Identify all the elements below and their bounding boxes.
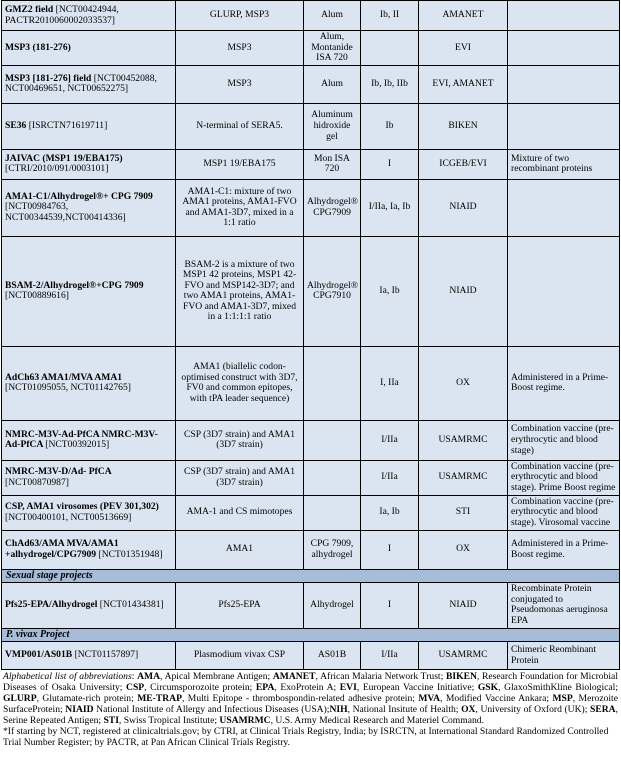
antigen-cell: AMA1 (biallelic codon-optimised construct with 3D7, FV0 and common epitopes, with tPA leader sequence) (176, 346, 304, 420)
abbreviation-term: BIKEN (445, 671, 477, 683)
abbreviation-text: , Circumsporozoite protein; (144, 682, 256, 694)
phase-cell: I/IIa, Ia, Ib (361, 179, 419, 236)
sponsor-cell: STI (419, 495, 508, 530)
adjuvant-cell: Alum (304, 65, 361, 103)
antigen-cell: AMA-1 and CS mimotopes (176, 495, 304, 530)
abbreviation-text: , National Insitute of Health; (347, 703, 462, 715)
adjuvant-cell (304, 495, 361, 530)
vaccine-name: ChAd63/AMA MVA/AMA1 +alhydrogel/CPG7909 (5, 537, 119, 560)
table-row (2, 65, 620, 103)
phase-cell: Ia, Ib (361, 495, 419, 530)
abbreviations-note (0, 670, 621, 727)
abbreviation-text: , Swiss Tropical Institute; (118, 714, 220, 726)
antigen-cell: MSP3 (176, 31, 304, 66)
vaccine-name-cell (2, 583, 176, 628)
sponsor-cell: NIAID (419, 179, 508, 236)
abbreviation-term: NIH (329, 703, 348, 715)
abbreviations-heading: Alphabetical list of abbreviations (3, 671, 132, 683)
vaccine-name: MSP3 (181-276) (5, 41, 71, 53)
abbreviation-text: , African Malaria Network Trust; (315, 671, 446, 683)
abbreviation-term: NIAID (65, 703, 94, 715)
notes-cell: Administered in a Prime-Boost regime. (508, 530, 620, 569)
table-row (2, 179, 620, 236)
abbreviation-term: ME-TRAP (137, 692, 182, 704)
notes-cell (508, 236, 620, 346)
trial-ids: [NCT00984763, NCT00344539,NCT00414336] (5, 201, 126, 224)
vaccine-trials-table (1, 0, 620, 670)
phase-cell: I/IIa (361, 420, 419, 460)
trial-ids: [NCT00392015] (45, 439, 110, 451)
table-row (2, 642, 620, 670)
phase-cell: I/IIa (361, 642, 419, 670)
vaccine-name: BSAM-2/Alhydrogel®+CPG 7909 (5, 279, 144, 291)
section-header-row (2, 569, 620, 583)
abbreviation-term: CSP (126, 682, 145, 694)
trial-ids: [NCT01157897] (74, 649, 139, 661)
abbreviation-term: OX (461, 703, 476, 715)
trial-ids: [NCT01434381] (99, 599, 164, 611)
sponsor-cell: OX (419, 530, 508, 569)
phase-cell: I (361, 530, 419, 569)
antigen-cell: MSP1 19/EBA175 (176, 149, 304, 179)
antigen-cell: Pfs25-EPA (176, 583, 304, 628)
phase-cell: Ib, Ib, IIb (361, 65, 419, 103)
abbreviation-text: , U.S. Army Medical Research and Materiel Command. (270, 714, 484, 726)
vaccine-name-cell (2, 31, 176, 66)
adjuvant-cell: Aluminum hidroxide gel (304, 103, 361, 149)
vaccine-name: AdCh63 AMA1/MVA AMA1 (5, 371, 123, 383)
abbreviation-text: , Modified Vaccine Ankara; (440, 692, 553, 704)
abbreviation-text: , GlaxoSmithKline Biological; (498, 682, 618, 694)
abbreviation-term: EVI (339, 682, 357, 694)
antigen-cell: AMA1-C1: mixture of two AMA1 proteins, AMA1-FVO and AMA1-3D7, mixed in a 1:1 ratio (176, 179, 304, 236)
adjuvant-cell (304, 346, 361, 420)
table-row (2, 495, 620, 530)
footnote: *If starting by NCT, registered at clinicaltrials.gov; by CTRI, at Clinical Trials Registry, India; by ISRCTN, at International Standard Randomized Controlled Trial Number Register; by PACTR, at Pan African Clinical Trials Registry. (3, 725, 609, 748)
abbreviation-term: STI (103, 714, 119, 726)
abbreviation-term: GLURP (3, 692, 37, 704)
vaccine-name-cell (2, 236, 176, 346)
abbreviation-text: , Serine Repeated Antigen; (3, 703, 618, 726)
table-row (2, 420, 620, 460)
adjuvant-cell: Alum, Montanide ISA 720 (304, 31, 361, 66)
table-row (2, 103, 620, 149)
antigen-cell: CSP (3D7 strain) and AMA1 (3D7 strain) (176, 420, 304, 460)
phase-cell: Ib (361, 103, 419, 149)
vaccine-name: CSP, AMA1 virosomes (PEV 301,302) (5, 500, 159, 512)
abbreviation-text: , Glutamate-rich protein; (36, 692, 138, 704)
notes-cell: Administered in a Prime-Boost regime. (508, 346, 620, 420)
trial-ids: [NCT00452088, NCT00469651, NCT00652275] (5, 72, 157, 95)
abbreviation-term: EPA (255, 682, 275, 694)
vaccine-name-cell (2, 346, 176, 420)
abbreviation-text: National Institute of Allergy and Infectious Diseases (USA); (93, 703, 330, 715)
table-row (2, 530, 620, 569)
trial-ids: [ISRCTN71619711] (28, 119, 108, 131)
section-header-row (2, 628, 620, 642)
abbreviation-term: MVA (418, 692, 441, 704)
abbreviation-text: , ExoProtein A; (274, 682, 340, 694)
phase-cell (361, 31, 419, 66)
trial-ids: [NCT00870987] (5, 476, 69, 488)
trial-ids: [NCT01351948] (98, 548, 163, 560)
adjuvant-cell (304, 420, 361, 460)
abbreviation-text: , Merozoite SurfaceProtein; (3, 692, 618, 715)
abbreviation-text: , European Vaccine Initiative; (356, 682, 478, 694)
trial-ids: [NCT01095055, NCT01142765] (5, 382, 131, 394)
trial-ids: [CTRI/2010/091/0003101] (5, 163, 109, 175)
vaccine-name: AMA1-C1/Alhydrogel®+ CPG 7909 (5, 190, 153, 202)
table-row (2, 149, 620, 179)
abbreviation-text: : (131, 671, 138, 683)
phase-cell: I (361, 149, 419, 179)
phase-cell: Ia, Ib (361, 236, 419, 346)
antigen-cell: CSP (3D7 strain) and AMA1 (3D7 strain) (176, 460, 304, 495)
sponsor-cell: EVI, AMANET (419, 65, 508, 103)
abbreviation-text: , Research Foundation for Microbial Diseases of Osaka University; (3, 671, 618, 694)
phase-cell: I (361, 583, 419, 628)
vaccine-name: SE36 (5, 119, 29, 131)
notes-cell: Recombinate Protein conjugated to Pseudomonas aeruginosa EPA (508, 583, 620, 628)
adjuvant-cell: Alum (304, 1, 361, 31)
sponsor-cell: USAMRMC (419, 420, 508, 460)
antigen-cell: BSAM-2 is a mixture of two MSP1 42 proteins, MSP1 42-FVO and MSP142-3D7; and two AMA1 proteins, AMA1-FVO and AMA1-3D7, mixed in a 1:1:1:1 ratio (176, 236, 304, 346)
antigen-cell: GLURP, MSP3 (176, 1, 304, 31)
sponsor-cell: USAMRMC (419, 460, 508, 495)
vaccine-name-cell (2, 179, 176, 236)
notes-cell: Combination vaccine (pre-erythrocytic and blood stage). Prime Boost regime (508, 460, 620, 495)
notes-cell: Combination vaccine (pre-erythrocytic and blood stage). Virosomal vaccine (508, 495, 620, 530)
adjuvant-cell: AS01B (304, 642, 361, 670)
adjuvant-cell: Alhydrogel® CPG7909 (304, 179, 361, 236)
abbreviation-term: AMA (137, 671, 161, 683)
abbreviation-text: , Apical Membrane Antigen; (160, 671, 273, 683)
adjuvant-cell: Alhydrogel® CPG7910 (304, 236, 361, 346)
phase-cell: I/IIa (361, 460, 419, 495)
abbreviation-text: , University of Oxford (UK); (475, 703, 590, 715)
vaccine-name-cell (2, 420, 176, 460)
abbreviation-term: SERA (590, 703, 616, 715)
antigen-cell: MSP3 (176, 65, 304, 103)
sponsor-cell: NIAID (419, 583, 508, 628)
adjuvant-cell (304, 460, 361, 495)
table-row (2, 1, 620, 31)
vaccine-name-cell (2, 460, 176, 495)
table-row (2, 31, 620, 66)
notes-cell: Chimeric Reombinant Protein (508, 642, 620, 670)
trial-ids: [NCT00424944, PACTR2010060002033537] (5, 3, 119, 26)
phase-cell: I, IIa (361, 346, 419, 420)
adjuvant-cell: Mon ISA 720 (304, 149, 361, 179)
antigen-cell: Plasmodium vivax CSP (176, 642, 304, 670)
vaccine-name: JAIVAC (MSP1 19/EBA175) (5, 152, 123, 164)
table-row (2, 583, 620, 628)
vaccine-name: NMRC-M3V-Ad-PfCA NMRC-M3V-Ad-PfCA (5, 428, 158, 451)
sponsor-cell: EVI (419, 31, 508, 66)
sponsor-cell: OX (419, 346, 508, 420)
abbreviation-term: GSK (477, 682, 499, 694)
vaccine-name: Pfs25-EPA/Alhydrogel (5, 599, 100, 611)
vaccine-name-cell (2, 149, 176, 179)
sponsor-cell: NIAID (419, 236, 508, 346)
vaccine-name: GMZ2 field (5, 3, 56, 15)
abbreviation-term: USAMRMC (219, 714, 271, 726)
antigen-cell: AMA1 (176, 530, 304, 569)
notes-cell (508, 1, 620, 31)
sponsor-cell: AMANET (419, 1, 508, 31)
trial-ids: [NCT00400101, NCT00513669] (5, 511, 132, 523)
vaccine-name: MSP3 [181-276] field (5, 72, 94, 84)
vaccine-name: NMRC-M3V-D/Ad- PfCA (5, 466, 112, 478)
notes-cell: Mixture of two recombinant proteins (508, 149, 620, 179)
trial-ids: [NCT00889616] (5, 290, 69, 302)
notes-cell (508, 103, 620, 149)
sponsor-cell: BIKEN (419, 103, 508, 149)
antigen-cell: N-terminal of SERA5. (176, 103, 304, 149)
vaccine-name-cell (2, 530, 176, 569)
vaccine-name-cell (2, 642, 176, 670)
table-row (2, 460, 620, 495)
notes-cell (508, 31, 620, 66)
adjuvant-cell: Alhydrogel (304, 583, 361, 628)
sponsor-cell: ICGEB/EVI (419, 149, 508, 179)
vaccine-name-cell (2, 1, 176, 31)
table-row (2, 346, 620, 420)
vaccine-name-cell (2, 65, 176, 103)
notes-cell: Combination vaccine (pre-erythrocytic and blood stage) (508, 420, 620, 460)
abbreviation-term: AMANET (272, 671, 316, 683)
table-row (2, 236, 620, 346)
vaccine-name-cell (2, 103, 176, 149)
abbreviation-term: MSP (552, 692, 573, 704)
sponsor-cell: USAMRMC (419, 642, 508, 670)
phase-cell: Ib, II (361, 1, 419, 31)
section-label: P. vivax Project (2, 628, 620, 642)
adjuvant-cell: CPG 7909, alhydrogel (304, 530, 361, 569)
notes-cell (508, 65, 620, 103)
vaccine-name-cell (2, 495, 176, 530)
section-label: Sexual stage projects (2, 569, 620, 583)
abbreviation-text: , Multi Epitope - thrombospondin-related adhesive protein; (181, 692, 419, 704)
vaccine-name: VMP001/AS01B (5, 649, 75, 661)
notes-cell (508, 179, 620, 236)
